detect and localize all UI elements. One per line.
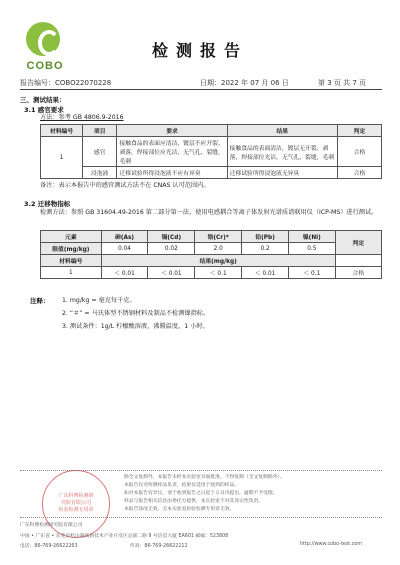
limit-row (41, 243, 382, 255)
requirement-cell: 迁移试验所得浸泡液不应有异臭 (117, 167, 227, 179)
column-header: 结果 (227, 125, 337, 137)
column-header: 镉(Cd) (148, 231, 195, 243)
sensory-table (40, 124, 382, 179)
page-number: 第 3 页 共 7 页 (318, 79, 367, 87)
judgement-cell: 合格 (337, 137, 381, 167)
material-number: 1 (41, 137, 83, 179)
migration-heading: 3.2 迁移物指标 (24, 200, 71, 208)
disclaimer-line: 除全文复制外，本报告未经本实验室书面批准，不得复制（全文复制除外）。 (124, 475, 285, 480)
table-header-row (41, 125, 382, 137)
column-header: 铅(Pb) (242, 231, 289, 243)
result-cell: 接触食品的表面清洁，镀层无开裂、剥落，焊接部位光洁，无气孔、裂缝，毛刺 (227, 137, 337, 167)
item-cell: 感官 (83, 137, 117, 167)
sensory-note: 备注：表示本报告中的感官测试方法不在 CNAS 认可范围内。 (40, 182, 210, 189)
column-header: 砷(As) (101, 231, 148, 243)
note-item: 1. mg/kg = 毫克每千克。 (62, 297, 136, 304)
column-header: 结果(mg/kg) (101, 255, 335, 267)
column-header: 铬(Cr)* (195, 231, 242, 243)
seal-text: 广东科博检测研究院有限公司 (58, 493, 94, 506)
footer-disclaimer (124, 474, 382, 514)
header-divider (20, 89, 382, 90)
footer-fax: 传真：86-769-26622212 (130, 544, 188, 549)
result-cell: ＜ 0.1 (289, 267, 336, 279)
column-header: 项目 (83, 125, 117, 137)
table-row (41, 267, 382, 279)
result-cell: ＜ 0.01 (148, 267, 195, 279)
column-header: 材料编号 (41, 255, 102, 267)
seal-text: 检验检测专用章 (58, 507, 94, 513)
material-number: 1 (41, 267, 102, 279)
footer-company: 广东科博检测研究院有限公司 (20, 523, 83, 528)
limit-cell: 2.0 (195, 243, 242, 255)
column-header: 要求 (117, 125, 227, 137)
result-cell: 迁移试验所得浸泡液无异臭 (227, 167, 337, 179)
note-item: 3. 测试条件：1g/L 柠檬酸溶液，沸腾温度，1 小时。 (62, 323, 209, 330)
migration-method: 检测方法：参照 GB 31604.49-2016 第二部分第一法，使用电感耦合等离子体发射光谱质谱联用仪（ICP-MS）进行测试。 (40, 209, 378, 216)
limit-cell: 0.2 (242, 243, 289, 255)
note-item: 2. “＃” = 马氏体型不锈钢材料及制品不检测镍指标。 (62, 310, 210, 317)
logo-text: COBO (26, 60, 64, 72)
report-number: 报告编号：COBO22070228 (20, 79, 112, 87)
notes-label: 注释： (30, 297, 50, 305)
item-cell: 浸泡液 (83, 167, 117, 179)
migration-table (40, 230, 382, 279)
disclaimer-line: 样品与报告相关信息由委托方提供，本实验室不对其真实性负责。 (124, 499, 264, 504)
row-header: 限值(mg/kg) (41, 243, 102, 255)
report-date: 日期：2022 年 07 月 06 日 (200, 79, 289, 87)
column-header: 判定 (335, 231, 381, 255)
result-cell: ＜ 0.1 (195, 267, 242, 279)
column-header: 判定 (337, 125, 381, 137)
disclaimer-line: 本报告涂改无效，无本实验室检验检测专用章无效。 (124, 507, 235, 512)
report-title: 检测报告 (151, 41, 248, 60)
table-row (41, 137, 382, 167)
table-header-row (41, 231, 382, 243)
footer-website: http://www.cobo-test.com (300, 542, 362, 547)
sensory-method: 方法：参考 GB 4806.9-2016 (40, 114, 124, 121)
limit-cell: 0.5 (289, 243, 336, 255)
requirement-cell: 接触食品的表面应清洁，镀层不应开裂、剥落，焊接部位应光洁，无气孔、裂缝，毛刺 (117, 137, 227, 167)
column-header: 镍(Ni) (289, 231, 336, 243)
footer-address: 中国 • 广东省 • 东莞市松山湖高新技术产业开发区总部二路 9 号信息大厦 EA601 邮编：523808 (20, 534, 229, 539)
disclaimer-line: 如对本报告有异议，请于收到报告之日起十五日内提出，逾期不予受理。 (124, 491, 278, 496)
limit-cell: 0.04 (101, 243, 148, 255)
table-row (41, 167, 382, 179)
sensory-heading: 3.1 感官要求 (24, 106, 64, 114)
table-header-row (41, 255, 382, 267)
results-heading: 三、测试结果： (20, 96, 66, 104)
disclaimer-line: 本报告仅对所测样品负责，结果仅适用于收到的样品。 (124, 483, 240, 488)
judgement-cell: 合格 (335, 267, 381, 279)
footer-divider (20, 517, 382, 518)
footer-phone: 电话：86-769-26622263 (20, 544, 78, 549)
result-cell: ＜ 0.01 (101, 267, 148, 279)
result-cell: ＜ 0.01 (242, 267, 289, 279)
limit-cell: 0.02 (148, 243, 195, 255)
column-header: 材料编号 (41, 125, 83, 137)
column-header: 元素 (41, 231, 102, 243)
judgement-cell: 合格 (337, 167, 381, 179)
